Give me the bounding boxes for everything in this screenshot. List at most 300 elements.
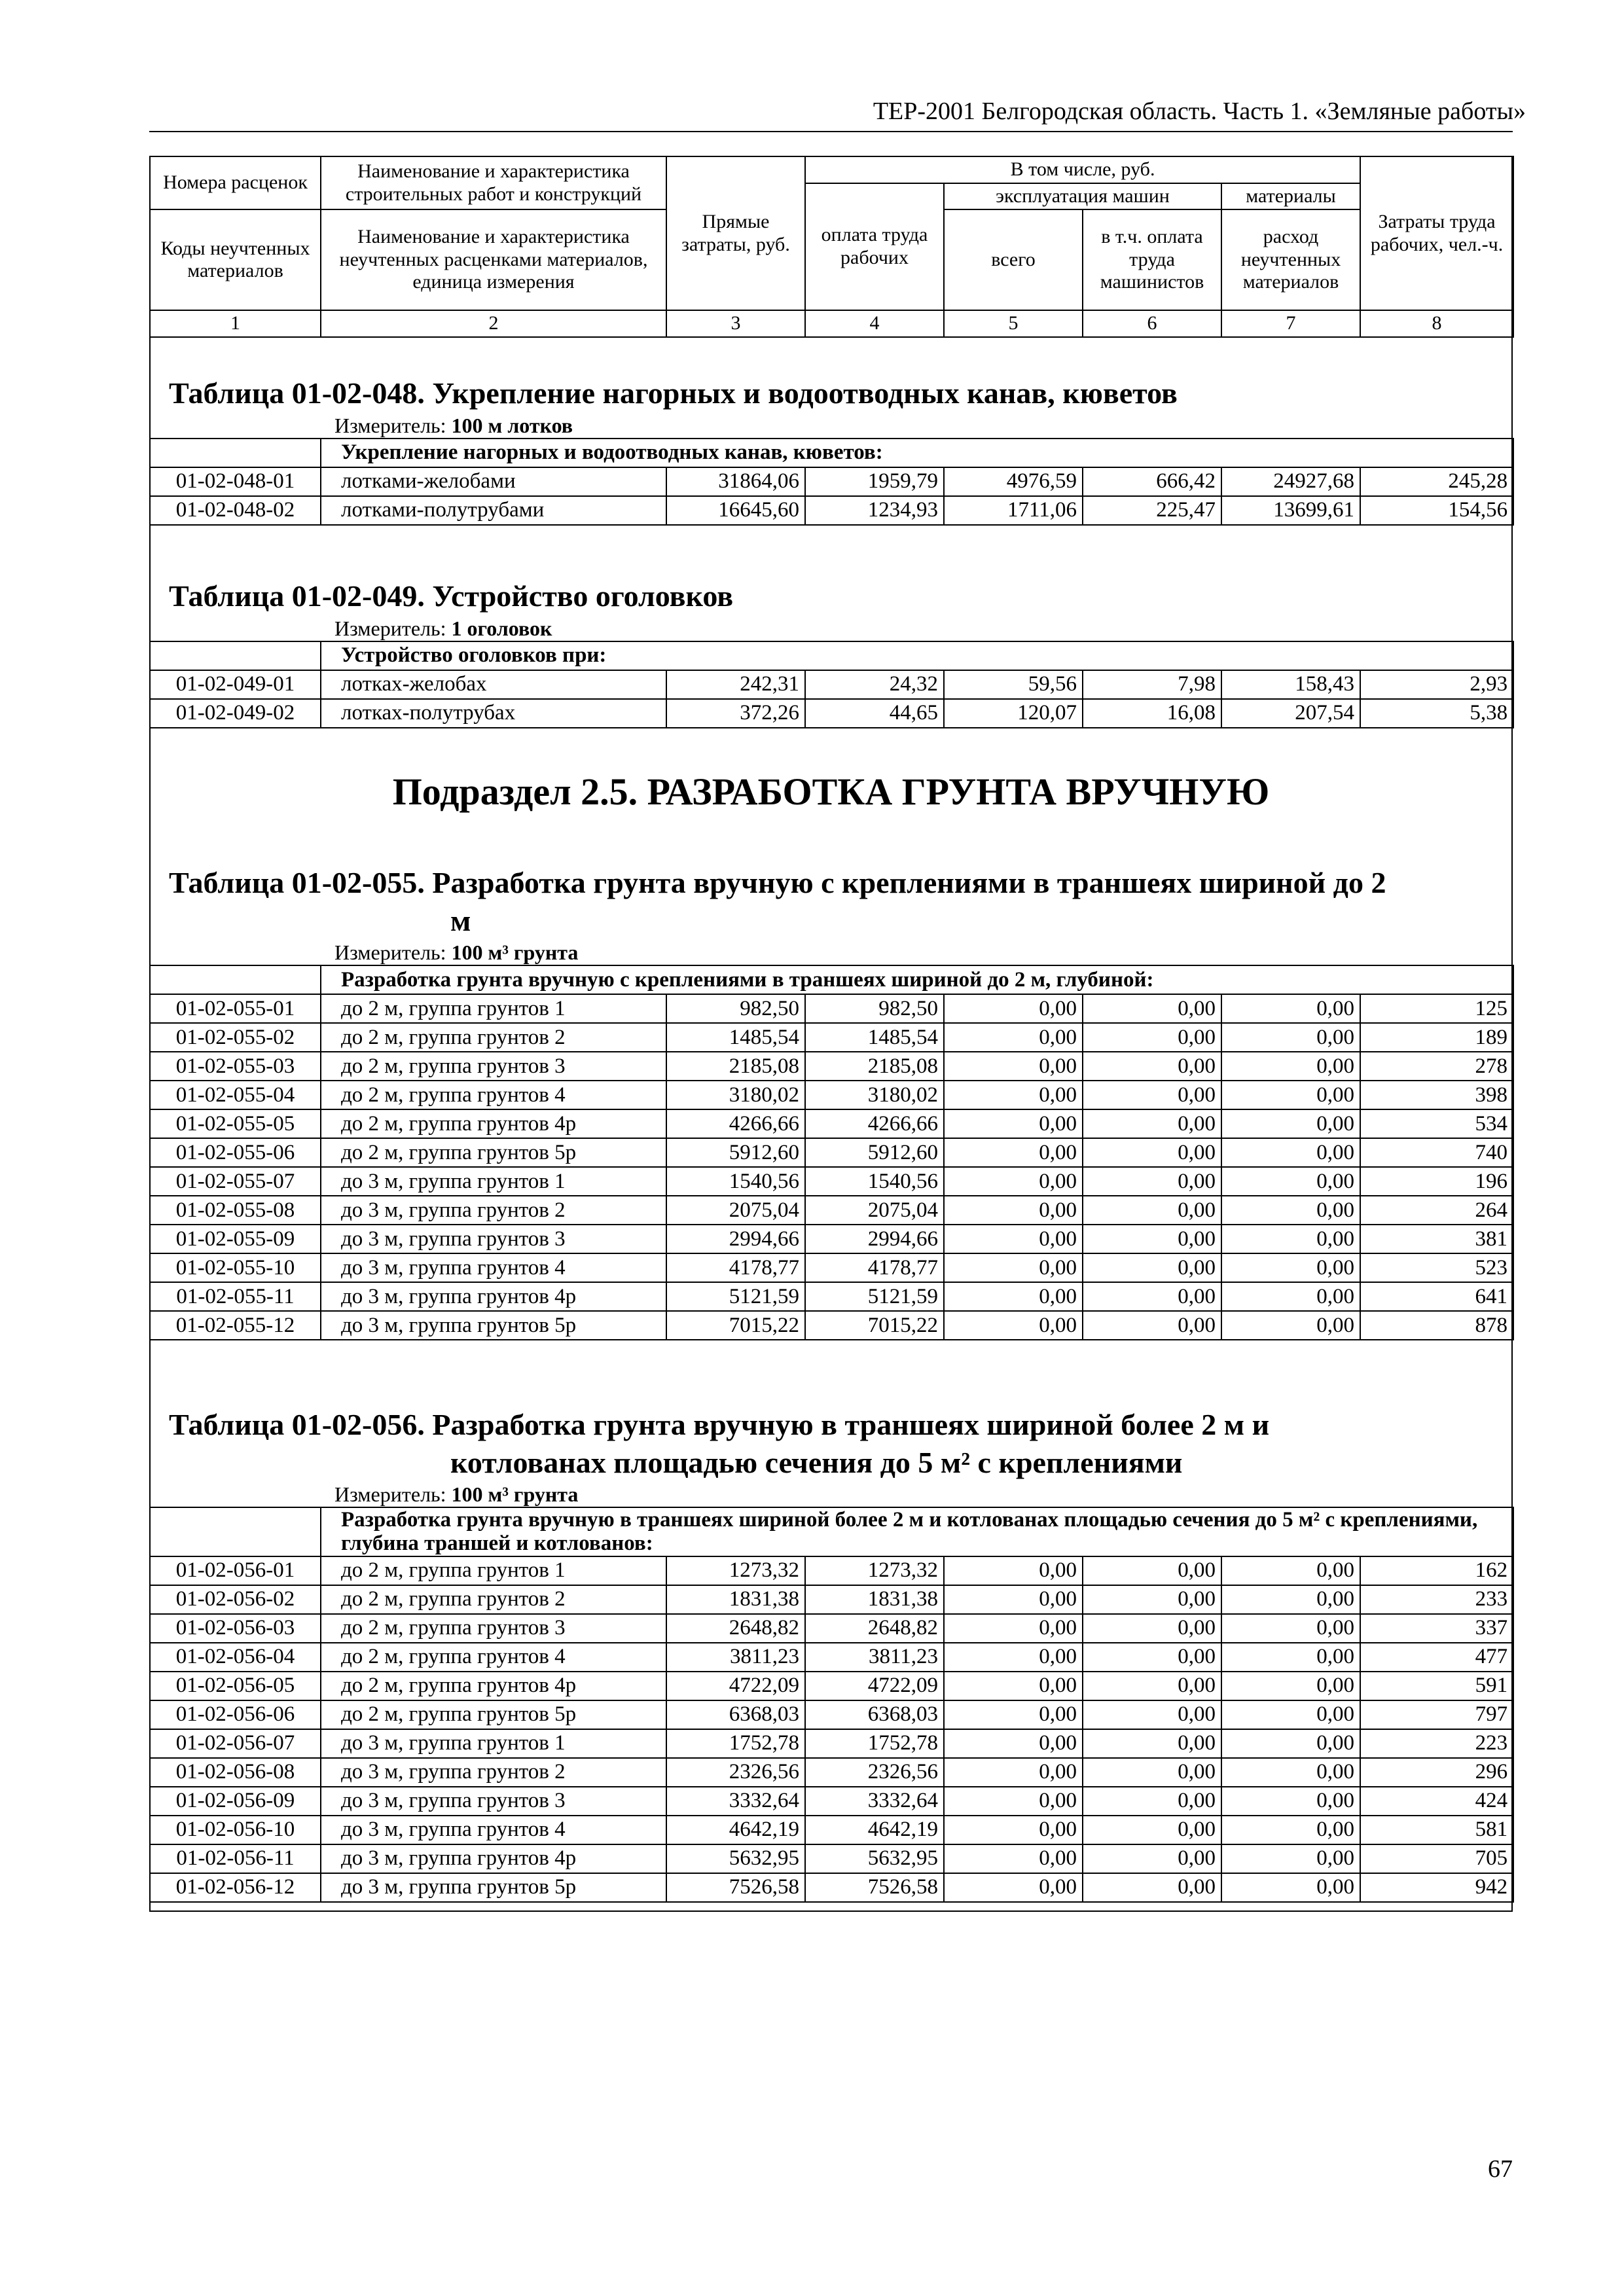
rate-value: 2326,56	[666, 1758, 805, 1787]
rate-code: 01-02-056-12	[150, 1873, 321, 1902]
rate-value: 189	[1360, 1023, 1513, 1052]
rate-value: 0,00	[944, 1787, 1083, 1816]
rate-value: 0,00	[1221, 1643, 1360, 1672]
rate-value: 5912,60	[805, 1138, 944, 1167]
rate-value: 13699,61	[1221, 496, 1360, 525]
table-row	[150, 1729, 1513, 1758]
table-row	[150, 1700, 1513, 1729]
rate-value: 59,56	[944, 670, 1083, 699]
rate-value: 0,00	[944, 1109, 1083, 1138]
table-row	[150, 1614, 1513, 1643]
col-header-labor-hours: Затраты труда рабочих, чел.-ч.	[1360, 156, 1513, 310]
rate-value: 24927,68	[1221, 467, 1360, 496]
rate-value: 154,56	[1360, 496, 1513, 525]
rate-value: 0,00	[1221, 1167, 1360, 1196]
group-label: Укрепление нагорных и водоотводных канав, кюветов:	[321, 439, 1513, 467]
rate-value: 4266,66	[805, 1109, 944, 1138]
rate-value: 0,00	[944, 1311, 1083, 1340]
rate-value: 0,00	[944, 1167, 1083, 1196]
rate-value: 4642,19	[666, 1816, 805, 1844]
rate-value: 0,00	[1083, 1253, 1221, 1282]
rate-value: 0,00	[944, 1253, 1083, 1282]
rate-code: 01-02-055-08	[150, 1196, 321, 1225]
rate-value: 0,00	[1221, 1758, 1360, 1787]
column-header-table	[149, 156, 1514, 338]
group-row	[150, 1507, 1513, 1556]
rate-code: 01-02-055-11	[150, 1282, 321, 1311]
rate-value: 2,93	[1360, 670, 1513, 699]
group-row	[150, 439, 1513, 467]
rate-code: 01-02-056-11	[150, 1844, 321, 1873]
table-section-049	[149, 577, 1513, 728]
rate-value: 1831,38	[805, 1585, 944, 1614]
rate-value: 5632,95	[805, 1844, 944, 1873]
rate-name: лотках-желобах	[321, 670, 666, 699]
rate-value: 6368,03	[805, 1700, 944, 1729]
rate-value: 0,00	[1221, 1700, 1360, 1729]
rate-table	[149, 1507, 1514, 1903]
rate-value: 2075,04	[805, 1196, 944, 1225]
col-header-nomera: Номера расценок	[150, 156, 321, 209]
table-title: Таблица 01-02-056. Разработка грунта вручную в траншеях шириной более 2 м и котлованах площадью сечения до 5 м² с креплениями	[169, 1408, 1270, 1479]
rate-value: 7015,22	[805, 1311, 944, 1340]
rate-value: 0,00	[944, 1873, 1083, 1902]
col-number: 3	[666, 310, 805, 337]
rate-value: 0,00	[1221, 1282, 1360, 1311]
rate-value: 225,47	[1083, 496, 1221, 525]
group-label: Разработка грунта вручную в траншеях шириной более 2 м и котлованах площадью сечения до 5 м² с креплениями, глубина траншей и котлованов:	[321, 1507, 1513, 1556]
rate-code: 01-02-056-04	[150, 1643, 321, 1672]
rate-value: 0,00	[1083, 1873, 1221, 1902]
rate-value: 5,38	[1360, 699, 1513, 728]
rate-table	[149, 641, 1514, 728]
subsection-title: Подраздел 2.5. РАЗРАБОТКА ГРУНТА ВРУЧНУЮ	[392, 770, 1270, 813]
rate-name: до 3 м, группа грунтов 4р	[321, 1282, 666, 1311]
rate-name: до 2 м, группа грунтов 1	[321, 1556, 666, 1585]
col-header-materials-name: Наименование и характеристика неучтенных расценками материалов, единица измерения	[321, 209, 666, 310]
rate-value: 31864,06	[666, 467, 805, 496]
table-row	[150, 699, 1513, 728]
rate-value: 2185,08	[666, 1052, 805, 1081]
rate-value: 7,98	[1083, 670, 1221, 699]
col-number: 4	[805, 310, 944, 337]
unit-line: Измеритель: 100 м³ грунта	[334, 1482, 579, 1506]
rate-name: лотками-полутрубами	[321, 496, 666, 525]
table-section-048	[149, 374, 1513, 526]
table-row	[150, 1585, 1513, 1614]
rate-code: 01-02-056-01	[150, 1556, 321, 1585]
rate-value: 1711,06	[944, 496, 1083, 525]
rate-value: 0,00	[1221, 1138, 1360, 1167]
col-number: 6	[1083, 310, 1221, 337]
rate-value: 337	[1360, 1614, 1513, 1643]
col-header-codes: Коды неучтенных материалов	[150, 209, 321, 310]
rate-value: 666,42	[1083, 467, 1221, 496]
rate-value: 0,00	[944, 1672, 1083, 1700]
table-row	[150, 1023, 1513, 1052]
rate-value: 0,00	[1221, 1844, 1360, 1873]
rate-value: 7526,58	[805, 1873, 944, 1902]
rate-value: 5632,95	[666, 1844, 805, 1873]
table-row	[150, 670, 1513, 699]
rate-value: 4178,77	[805, 1253, 944, 1282]
col-header-labor-pay: оплата труда рабочих	[805, 183, 944, 311]
group-code-cell	[150, 439, 321, 467]
rate-value: 0,00	[1083, 1585, 1221, 1614]
table-row	[150, 1253, 1513, 1282]
rate-value: 3332,64	[805, 1787, 944, 1816]
rate-value: 3811,23	[805, 1643, 944, 1672]
col-number: 5	[944, 310, 1083, 337]
rate-value: 982,50	[666, 994, 805, 1023]
rate-name: до 2 м, группа грунтов 3	[321, 1052, 666, 1081]
rate-code: 01-02-055-09	[150, 1225, 321, 1253]
table-row	[150, 1138, 1513, 1167]
rate-value: 3180,02	[805, 1081, 944, 1109]
rate-value: 0,00	[1083, 1787, 1221, 1816]
rate-value: 0,00	[1083, 1816, 1221, 1844]
header-rule	[149, 131, 1513, 132]
rate-value: 0,00	[1221, 1816, 1360, 1844]
table-row	[150, 467, 1513, 496]
rate-value: 0,00	[1221, 1052, 1360, 1081]
rate-code: 01-02-056-06	[150, 1700, 321, 1729]
rate-value: 1485,54	[805, 1023, 944, 1052]
rate-value: 0,00	[1083, 1700, 1221, 1729]
rate-value: 1959,79	[805, 467, 944, 496]
rate-value: 0,00	[1221, 1109, 1360, 1138]
rate-value: 0,00	[1221, 1225, 1360, 1253]
rate-name: до 2 м, группа грунтов 2	[321, 1585, 666, 1614]
rate-name: до 2 м, группа грунтов 3	[321, 1614, 666, 1643]
rate-value: 3332,64	[666, 1787, 805, 1816]
rate-value: 2648,82	[666, 1614, 805, 1643]
rate-value: 0,00	[944, 1282, 1083, 1311]
rate-value: 878	[1360, 1311, 1513, 1340]
rate-value: 16,08	[1083, 699, 1221, 728]
rate-name: до 3 м, группа грунтов 3	[321, 1225, 666, 1253]
table-row	[150, 1109, 1513, 1138]
rate-value: 0,00	[1083, 1109, 1221, 1138]
rate-value: 0,00	[1221, 1787, 1360, 1816]
rate-name: до 3 м, группа грунтов 4	[321, 1253, 666, 1282]
rate-name: до 3 м, группа грунтов 2	[321, 1758, 666, 1787]
rate-value: 264	[1360, 1196, 1513, 1225]
rate-value: 24,32	[805, 670, 944, 699]
rate-value: 0,00	[944, 1844, 1083, 1873]
rate-value: 740	[1360, 1138, 1513, 1167]
rate-value: 0,00	[1083, 1196, 1221, 1225]
rate-code: 01-02-056-08	[150, 1758, 321, 1787]
rate-value: 0,00	[1083, 1758, 1221, 1787]
rate-value: 982,50	[805, 994, 944, 1023]
rate-value: 1540,56	[805, 1167, 944, 1196]
rate-value: 0,00	[1083, 1614, 1221, 1643]
rate-value: 0,00	[1221, 1081, 1360, 1109]
col-number: 1	[150, 310, 321, 337]
rate-value: 591	[1360, 1672, 1513, 1700]
rate-value: 0,00	[944, 994, 1083, 1023]
rate-value: 0,00	[944, 1556, 1083, 1585]
unit-line: Измеритель: 1 оголовок	[334, 616, 552, 640]
rate-code: 01-02-056-09	[150, 1787, 321, 1816]
rate-value: 2994,66	[666, 1225, 805, 1253]
group-code-cell	[150, 1507, 321, 1556]
rate-value: 4976,59	[944, 467, 1083, 496]
col-header-machines: эксплуатация машин	[944, 183, 1221, 210]
rate-value: 4266,66	[666, 1109, 805, 1138]
rate-value: 158,43	[1221, 670, 1360, 699]
group-row	[150, 965, 1513, 994]
rate-value: 398	[1360, 1081, 1513, 1109]
rate-code: 01-02-055-12	[150, 1311, 321, 1340]
rate-name: до 3 м, группа грунтов 1	[321, 1729, 666, 1758]
rate-value: 942	[1360, 1873, 1513, 1902]
rate-value: 0,00	[1083, 1052, 1221, 1081]
table-row	[150, 1311, 1513, 1340]
rate-value: 381	[1360, 1225, 1513, 1253]
table-row	[150, 1081, 1513, 1109]
rate-value: 0,00	[1083, 1282, 1221, 1311]
rate-value: 3180,02	[666, 1081, 805, 1109]
rate-value: 2648,82	[805, 1614, 944, 1643]
rate-value: 0,00	[944, 1023, 1083, 1052]
rate-value: 0,00	[944, 1138, 1083, 1167]
rate-value: 125	[1360, 994, 1513, 1023]
rate-value: 5121,59	[805, 1282, 944, 1311]
rate-code: 01-02-056-10	[150, 1816, 321, 1844]
rate-value: 4722,09	[805, 1672, 944, 1700]
rate-value: 1485,54	[666, 1023, 805, 1052]
rate-value: 2994,66	[805, 1225, 944, 1253]
rate-code: 01-02-055-03	[150, 1052, 321, 1081]
rate-value: 7015,22	[666, 1311, 805, 1340]
rate-code: 01-02-055-02	[150, 1023, 321, 1052]
col-number: 2	[321, 310, 666, 337]
rate-value: 523	[1360, 1253, 1513, 1282]
rate-value: 1752,78	[666, 1729, 805, 1758]
rate-value: 581	[1360, 1816, 1513, 1844]
table-title: Таблица 01-02-048. Укрепление нагорных и водоотводных канав, кюветов	[169, 376, 1178, 410]
rate-value: 16645,60	[666, 496, 805, 525]
rate-name: до 3 м, группа грунтов 4р	[321, 1844, 666, 1873]
rate-value: 0,00	[1221, 1614, 1360, 1643]
unit-line: Измеритель: 100 м³ грунта	[334, 941, 579, 964]
col-header-machines-total: всего	[944, 209, 1083, 310]
rate-name: до 2 м, группа грунтов 4	[321, 1081, 666, 1109]
rate-value: 0,00	[1221, 1023, 1360, 1052]
rate-value: 0,00	[1221, 1729, 1360, 1758]
table-row	[150, 1873, 1513, 1902]
rate-value: 0,00	[1083, 1729, 1221, 1758]
rate-value: 223	[1360, 1729, 1513, 1758]
running-header: ТЕР-2001 Белгородская область. Часть 1. «Земляные работы»	[873, 98, 1526, 125]
rate-value: 0,00	[944, 1225, 1083, 1253]
table-row	[150, 1816, 1513, 1844]
rate-value: 641	[1360, 1282, 1513, 1311]
rate-value: 6368,03	[666, 1700, 805, 1729]
rate-code: 01-02-055-10	[150, 1253, 321, 1282]
rate-value: 0,00	[1083, 1023, 1221, 1052]
rate-name: до 3 м, группа грунтов 1	[321, 1167, 666, 1196]
rate-name: до 3 м, группа грунтов 2	[321, 1196, 666, 1225]
rate-value: 0,00	[1083, 1311, 1221, 1340]
rate-value: 1752,78	[805, 1729, 944, 1758]
table-row	[150, 1196, 1513, 1225]
group-code-cell	[150, 641, 321, 670]
table-row	[150, 1167, 1513, 1196]
rate-code: 01-02-048-02	[150, 496, 321, 525]
rate-code: 01-02-056-05	[150, 1672, 321, 1700]
rate-name: до 3 м, группа грунтов 3	[321, 1787, 666, 1816]
rate-value: 0,00	[1221, 1873, 1360, 1902]
rate-name: до 2 м, группа грунтов 4р	[321, 1672, 666, 1700]
rate-value: 0,00	[944, 1643, 1083, 1672]
rate-value: 245,28	[1360, 467, 1513, 496]
group-row	[150, 641, 1513, 670]
rate-value: 0,00	[1083, 1081, 1221, 1109]
rate-name: лотках-полутрубах	[321, 699, 666, 728]
rate-name: до 2 м, группа грунтов 2	[321, 1023, 666, 1052]
rate-name: до 3 м, группа грунтов 5р	[321, 1311, 666, 1340]
rate-name: до 3 м, группа грунтов 5р	[321, 1873, 666, 1902]
col-header-direct: Прямые затраты, руб.	[666, 156, 805, 310]
rate-value: 2185,08	[805, 1052, 944, 1081]
rate-code: 01-02-056-07	[150, 1729, 321, 1758]
rate-value: 0,00	[944, 1614, 1083, 1643]
table-row	[150, 1672, 1513, 1700]
table-row	[150, 1225, 1513, 1253]
col-header-name: Наименование и характеристика строительных работ и конструкций	[321, 156, 666, 209]
rate-value: 0,00	[1083, 1643, 1221, 1672]
rate-value: 1234,93	[805, 496, 944, 525]
rate-value: 0,00	[1083, 1672, 1221, 1700]
rate-value: 0,00	[1221, 994, 1360, 1023]
rate-value: 0,00	[944, 1816, 1083, 1844]
table-section-055	[149, 864, 1513, 1340]
rate-value: 3811,23	[666, 1643, 805, 1672]
table-row	[150, 1787, 1513, 1816]
rate-value: 0,00	[1083, 1138, 1221, 1167]
rate-code: 01-02-049-01	[150, 670, 321, 699]
col-number: 7	[1221, 310, 1360, 337]
rate-name: до 2 м, группа грунтов 4р	[321, 1109, 666, 1138]
rate-value: 44,65	[805, 699, 944, 728]
rate-value: 278	[1360, 1052, 1513, 1081]
rate-value: 0,00	[1221, 1196, 1360, 1225]
rate-code: 01-02-055-07	[150, 1167, 321, 1196]
rate-code: 01-02-056-03	[150, 1614, 321, 1643]
group-code-cell	[150, 965, 321, 994]
rate-code: 01-02-055-05	[150, 1109, 321, 1138]
rate-value: 0,00	[1083, 1225, 1221, 1253]
rate-value: 7526,58	[666, 1873, 805, 1902]
table-row	[150, 1282, 1513, 1311]
rate-name: до 2 м, группа грунтов 5р	[321, 1138, 666, 1167]
rate-code: 01-02-049-02	[150, 699, 321, 728]
rate-value: 372,26	[666, 699, 805, 728]
rate-value: 0,00	[1221, 1253, 1360, 1282]
rate-value: 4642,19	[805, 1816, 944, 1844]
rate-value: 477	[1360, 1643, 1513, 1672]
rate-code: 01-02-055-04	[150, 1081, 321, 1109]
rate-value: 0,00	[1221, 1556, 1360, 1585]
table-row	[150, 994, 1513, 1023]
rate-code: 01-02-048-01	[150, 467, 321, 496]
rate-value: 0,00	[944, 1081, 1083, 1109]
rate-value: 0,00	[1221, 1585, 1360, 1614]
rate-value: 2326,56	[805, 1758, 944, 1787]
rate-name: до 3 м, группа грунтов 4	[321, 1816, 666, 1844]
rate-table	[149, 965, 1514, 1340]
rate-name: до 2 м, группа грунтов 4	[321, 1643, 666, 1672]
rate-value: 207,54	[1221, 699, 1360, 728]
table-title: Таблица 01-02-055. Разработка грунта вручную с креплениями в траншеях шириной до 2 м	[169, 866, 1386, 937]
rate-value: 0,00	[944, 1729, 1083, 1758]
table-row	[150, 1052, 1513, 1081]
rate-table	[149, 438, 1514, 526]
col-header-materials-expense: расход неучтенных материалов	[1221, 209, 1360, 310]
rate-value: 0,00	[944, 1052, 1083, 1081]
table-row	[150, 1758, 1513, 1787]
rate-value: 2075,04	[666, 1196, 805, 1225]
rate-value: 0,00	[944, 1758, 1083, 1787]
rate-value: 196	[1360, 1167, 1513, 1196]
rate-value: 1273,32	[666, 1556, 805, 1585]
table-section-056	[149, 1406, 1513, 1903]
rate-name: до 2 м, группа грунтов 5р	[321, 1700, 666, 1729]
rate-value: 162	[1360, 1556, 1513, 1585]
rate-name: лотками-желобами	[321, 467, 666, 496]
rate-value: 797	[1360, 1700, 1513, 1729]
group-label: Устройство оголовков при:	[321, 641, 1513, 670]
rate-value: 0,00	[1083, 1556, 1221, 1585]
group-label: Разработка грунта вручную с креплениями в траншеях шириной до 2 м, глубиной:	[321, 965, 1513, 994]
rate-value: 0,00	[1221, 1311, 1360, 1340]
rate-code: 01-02-055-01	[150, 994, 321, 1023]
table-row	[150, 1844, 1513, 1873]
rate-value: 0,00	[1083, 994, 1221, 1023]
rate-value: 1540,56	[666, 1167, 805, 1196]
table-row	[150, 1643, 1513, 1672]
rate-value: 4722,09	[666, 1672, 805, 1700]
table-title: Таблица 01-02-049. Устройство оголовков	[169, 579, 734, 613]
rate-value: 1273,32	[805, 1556, 944, 1585]
rate-name: до 2 м, группа грунтов 1	[321, 994, 666, 1023]
rate-value: 0,00	[1221, 1672, 1360, 1700]
rate-value: 233	[1360, 1585, 1513, 1614]
rate-value: 120,07	[944, 699, 1083, 728]
rate-value: 0,00	[944, 1700, 1083, 1729]
rate-value: 5912,60	[666, 1138, 805, 1167]
rate-value: 296	[1360, 1758, 1513, 1787]
rate-value: 4178,77	[666, 1253, 805, 1282]
table-row	[150, 496, 1513, 525]
unit-line: Измеритель: 100 м лотков	[334, 413, 573, 437]
rate-value: 242,31	[666, 670, 805, 699]
col-header-materials: материалы	[1221, 183, 1360, 210]
rate-value: 0,00	[944, 1585, 1083, 1614]
rate-value: 0,00	[1083, 1844, 1221, 1873]
rate-value: 534	[1360, 1109, 1513, 1138]
rate-value: 705	[1360, 1844, 1513, 1873]
col-number: 8	[1360, 310, 1513, 337]
col-header-incl: В том числе, руб.	[805, 156, 1360, 183]
rate-value: 5121,59	[666, 1282, 805, 1311]
col-header-machines-operators: в т.ч. оплата труда машинистов	[1083, 209, 1221, 310]
rate-value: 0,00	[1083, 1167, 1221, 1196]
table-row	[150, 1556, 1513, 1585]
